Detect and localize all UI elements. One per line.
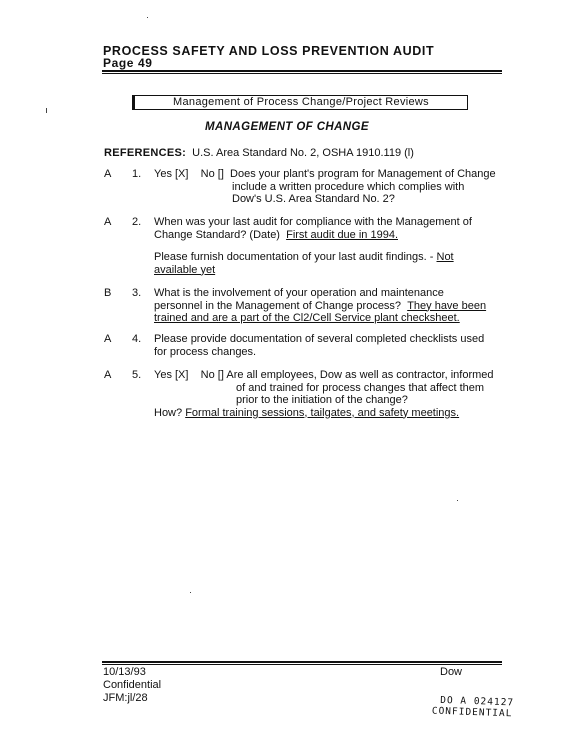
question-priority: A bbox=[104, 168, 112, 180]
answer-text-cont: trained and are a part of the Cl2/Cell Service plant checksheet. bbox=[154, 312, 460, 324]
followup-answer-cont: available yet bbox=[154, 263, 216, 276]
section-subtitle: MANAGEMENT OF CHANGE bbox=[205, 121, 369, 133]
how-line bbox=[154, 407, 504, 420]
question-priority: A bbox=[104, 369, 112, 381]
question-text bbox=[154, 333, 504, 358]
question-priority: B bbox=[104, 287, 112, 299]
question-number: 1. bbox=[132, 168, 142, 180]
question-line: prior to the initiation of the change? bbox=[236, 394, 408, 406]
stamp-number: DO A 024127 bbox=[440, 694, 515, 709]
footer-left bbox=[103, 666, 161, 705]
answer-text: They have been bbox=[407, 299, 487, 312]
scan-speck bbox=[147, 17, 148, 18]
header-rule-thin bbox=[102, 73, 502, 74]
references bbox=[104, 147, 414, 159]
question-text bbox=[154, 369, 504, 419]
how-answer: Formal training sessions, tailgates, and safety meetings. bbox=[185, 406, 460, 419]
footer-company: Dow bbox=[440, 666, 463, 678]
scan-speck bbox=[46, 108, 47, 113]
question-number: 2. bbox=[132, 216, 142, 228]
question-line: for process changes. bbox=[154, 345, 257, 358]
footer-date: 10/13/93 bbox=[103, 666, 146, 678]
question-line: What is the involvement of your operation and maintenance bbox=[154, 287, 444, 299]
question-number: 5. bbox=[132, 369, 142, 381]
stamp-confidential: CONFIDENTIAL bbox=[431, 705, 513, 720]
page-number: Page 49 bbox=[103, 56, 153, 70]
question-line-text: Change Standard? (Date) bbox=[154, 228, 280, 241]
question-line: Yes [X] No [] Does your plant's program for Management of Change bbox=[154, 168, 496, 180]
question-text bbox=[154, 168, 504, 206]
footer-status: Confidential bbox=[103, 679, 162, 691]
question-text bbox=[154, 287, 504, 325]
document-title: PROCESS SAFETY AND LOSS PREVENTION AUDIT bbox=[103, 44, 435, 58]
answer-text: First audit due in 1994. bbox=[286, 228, 398, 241]
question-number: 4. bbox=[132, 333, 142, 345]
scan-speck bbox=[190, 592, 191, 593]
question-line: of and trained for process changes that affect them bbox=[236, 381, 485, 394]
section-box: Management of Process Change/Project Reviews bbox=[132, 95, 468, 110]
question-line bbox=[154, 229, 504, 242]
references-label: REFERENCES: bbox=[104, 147, 187, 159]
bates-stamp bbox=[432, 695, 515, 720]
question-line bbox=[154, 300, 504, 313]
question-line-text: personnel in the Management of Change process? bbox=[154, 299, 402, 312]
question-text bbox=[154, 216, 504, 276]
references-text: U.S. Area Standard No. 2, OSHA 1910.119 (l) bbox=[192, 147, 414, 159]
scan-speck bbox=[457, 500, 458, 501]
followup-answer: Not bbox=[436, 251, 454, 263]
footer-initials: JFM:jl/28 bbox=[103, 692, 148, 704]
header-rule bbox=[102, 70, 502, 72]
followup-line bbox=[154, 251, 504, 264]
question-line: Please provide documentation of several completed checklists used bbox=[154, 333, 485, 345]
how-label: How? bbox=[154, 406, 183, 419]
question-line: Yes [X] No [] Are all employees, Dow as well as contractor, informed bbox=[154, 369, 494, 381]
followup-text: Please furnish documentation of your last audit findings. - bbox=[154, 251, 434, 263]
question-priority: A bbox=[104, 333, 112, 345]
question-line: include a written procedure which complies with bbox=[232, 180, 465, 193]
question-priority: A bbox=[104, 216, 112, 228]
question-line: When was your last audit for compliance with the Management of bbox=[154, 216, 472, 228]
footer-rule bbox=[102, 661, 502, 663]
question-line: Dow's U.S. Area Standard No. 2? bbox=[232, 193, 395, 205]
footer-rule-thin bbox=[102, 664, 502, 665]
question-number: 3. bbox=[132, 287, 142, 299]
